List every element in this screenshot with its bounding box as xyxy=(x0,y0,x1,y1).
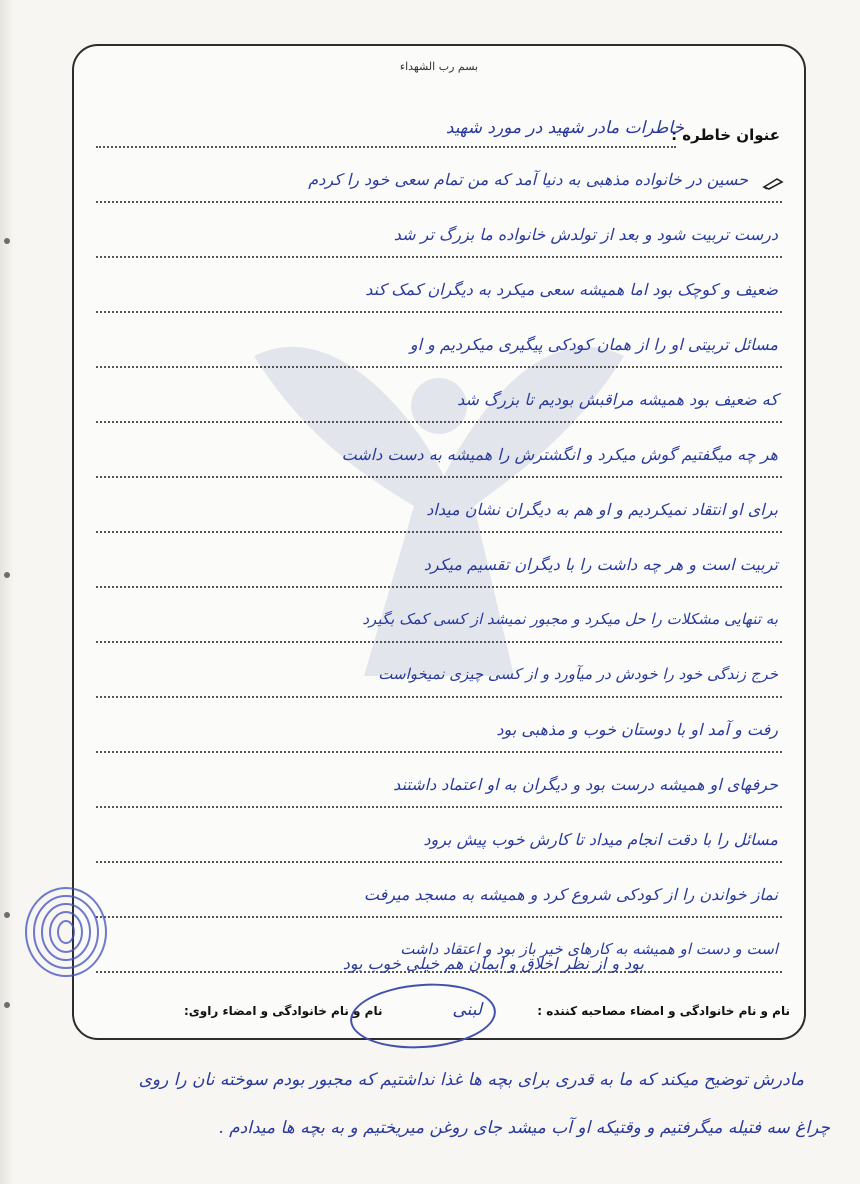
binder-hole xyxy=(4,1002,10,1008)
handwritten-line: برای او انتقاد نمیکردیم و او هم به دیگران نشان میداد xyxy=(426,500,778,519)
handwritten-line: درست تربیت شود و بعد از تولدش خانواده ما بزرگ تر شد xyxy=(393,225,778,244)
handwritten-line: تربیت است و هر چه داشت را با دیگران تقسیم میکرد xyxy=(423,555,778,574)
fingerprint-mark xyxy=(18,880,114,980)
handwritten-line: به تنهایی مشکلات را حل میکرد و مجبور نمیشد از کسی کمک بگیرد xyxy=(362,610,778,628)
form-frame xyxy=(72,44,806,1040)
handwritten-line: مسائل را با دقت انجام میداد تا کارش خوب پیش برود xyxy=(423,830,778,849)
memory-title-line xyxy=(96,146,676,148)
handwritten-line: ضعیف و کوچک بود اما همیشه سعی میکرد به دیگران کمک کند xyxy=(365,280,778,299)
ruled-line xyxy=(96,586,782,588)
page-header-title: بسم رب الشهداء xyxy=(399,60,479,73)
memory-title-label: عنوان خاطره : xyxy=(671,126,780,144)
ruled-line xyxy=(96,641,782,643)
interviewer-label: نام و نام خانوادگی و امضاء مصاحبه کننده : xyxy=(537,1004,790,1018)
ruled-line xyxy=(96,201,782,203)
ruled-line xyxy=(96,531,782,533)
handwritten-line: حسین در خانواده مذهبی به دنیا آمد که من تمام سعی خود را کردم xyxy=(308,170,748,189)
pen-icon xyxy=(762,176,784,190)
handwritten-line: که ضعیف بود همیشه مراقبش بودیم تا بزرگ شد xyxy=(457,390,778,409)
ruled-line xyxy=(96,476,782,478)
handwritten-line: خرج زندگی خود را خودش در میآورد و از کسی چیزی نمیخواست xyxy=(378,665,778,683)
ruled-line xyxy=(96,861,782,863)
ruled-line xyxy=(96,916,782,918)
ruled-line xyxy=(96,366,782,368)
handwritten-line: مسائل تربیتی او را از همان کودکی پیگیری میکردیم و او xyxy=(409,335,778,354)
handwritten-line: رفت و آمد او با دوستان خوب و مذهبی بود xyxy=(496,720,778,739)
ruled-line xyxy=(96,311,782,313)
interviewer-signature: لبنی xyxy=(452,1000,482,1020)
ruled-line xyxy=(96,696,782,698)
handwritten-line: هر چه میگفتیم گوش میکرد و انگشترش را همیشه به دست داشت xyxy=(341,445,778,464)
ruled-line xyxy=(96,806,782,808)
ruled-line xyxy=(96,421,782,423)
bottom-note-line: چراغ سه فتیله میگرفتیم و وقتیکه او آب میشد جای روغن میریختیم و به بچه ها میدادم . xyxy=(218,1118,830,1138)
handwritten-line: است و دست او همیشه به کارهای خیر باز بود و اعتقاد داشت xyxy=(400,940,778,958)
binder-hole xyxy=(4,912,10,918)
handwritten-line: حرفهای او همیشه درست بود و دیگران به او اعتماد داشتند xyxy=(393,775,778,794)
handwritten-line: بود و از نظر اخلاق و ایمان هم خیلی خوب بود xyxy=(342,954,644,973)
memory-title-value: خاطرات مادر شهید در مورد شهید xyxy=(445,118,684,138)
ruled-line xyxy=(96,256,782,258)
bottom-note-line: مادرش توضیح میکند که ما به قدری برای بچه ها غذا نداشتیم که مجبور بودم سوخته نان را روی xyxy=(138,1070,804,1090)
binder-hole xyxy=(4,238,10,244)
narrator-label: نام و نام خانوادگی و امضاء راوی: xyxy=(184,1004,383,1018)
binder-hole xyxy=(4,572,10,578)
ruled-line xyxy=(96,751,782,753)
handwritten-line: نماز خواندن را از کودکی شروع کرد و همیشه به مسجد میرفت xyxy=(363,885,778,904)
